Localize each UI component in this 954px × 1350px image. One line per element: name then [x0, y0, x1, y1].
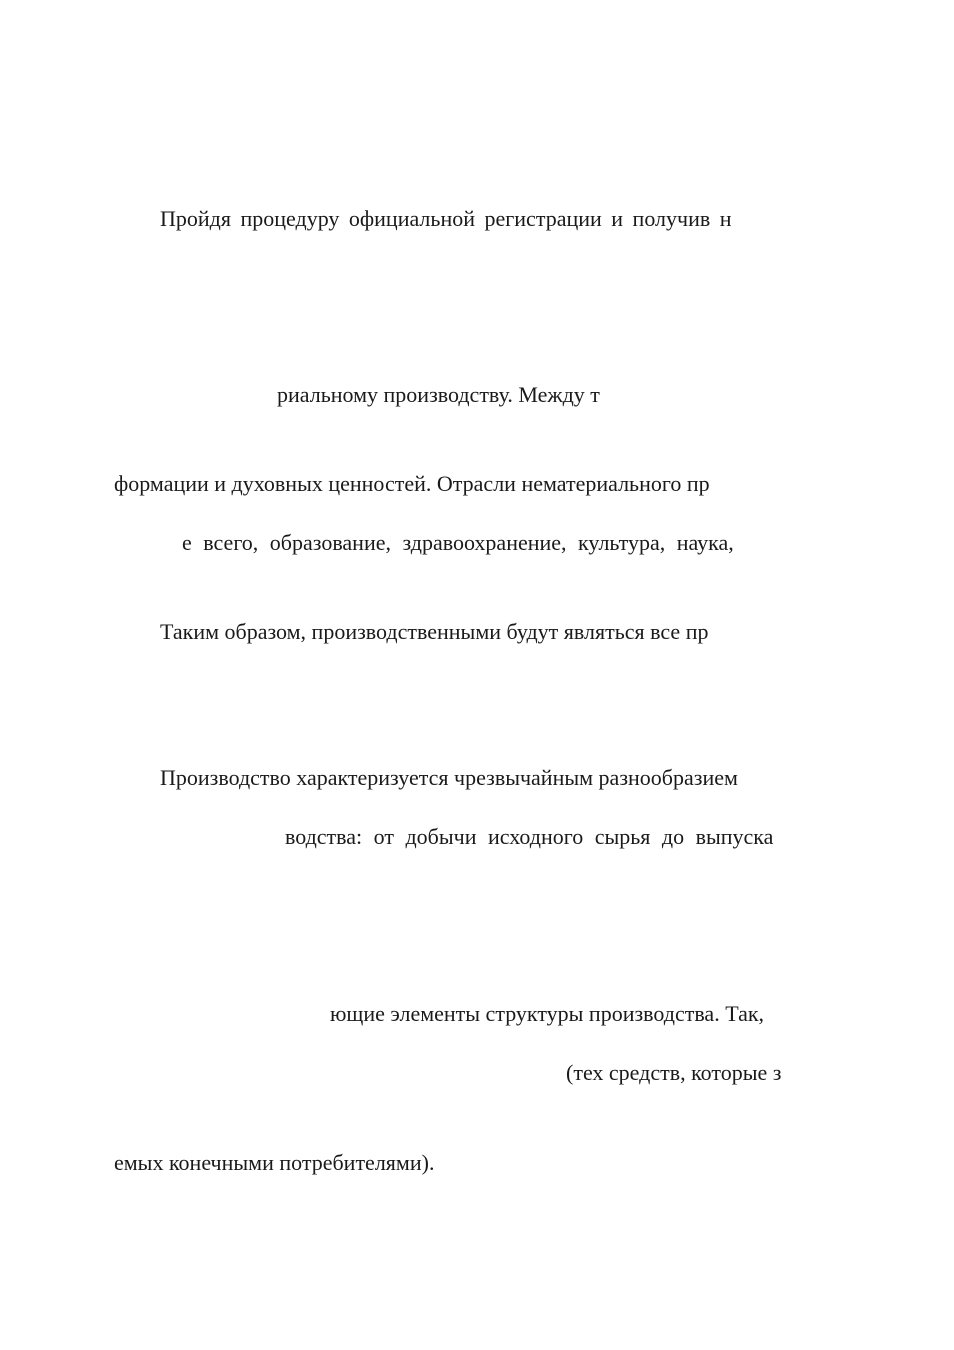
text-line: ющие элементы структуры производства. Так, [330, 1001, 765, 1026]
text-line: емых конечными потребителями). [114, 1150, 435, 1175]
text-line: Пройдя процедуру официальной регистрации и получив н [160, 206, 732, 231]
text-line: формации и духовных ценностей. Отрасли нематериального пр [114, 471, 710, 496]
text-line: Производство характеризуется чрезвычайным разнообразием [160, 765, 738, 790]
text-line: водства: от добычи исходного сырья до выпуска [285, 824, 774, 849]
text-line: (тех средств, которые з [566, 1060, 782, 1085]
text-line: риальному производству. Между т [277, 382, 600, 407]
text-line: Таким образом, производственными будут являться все пр [160, 619, 709, 644]
text-line: е всего, образование, здравоохранение, культура, наука, [182, 530, 734, 555]
